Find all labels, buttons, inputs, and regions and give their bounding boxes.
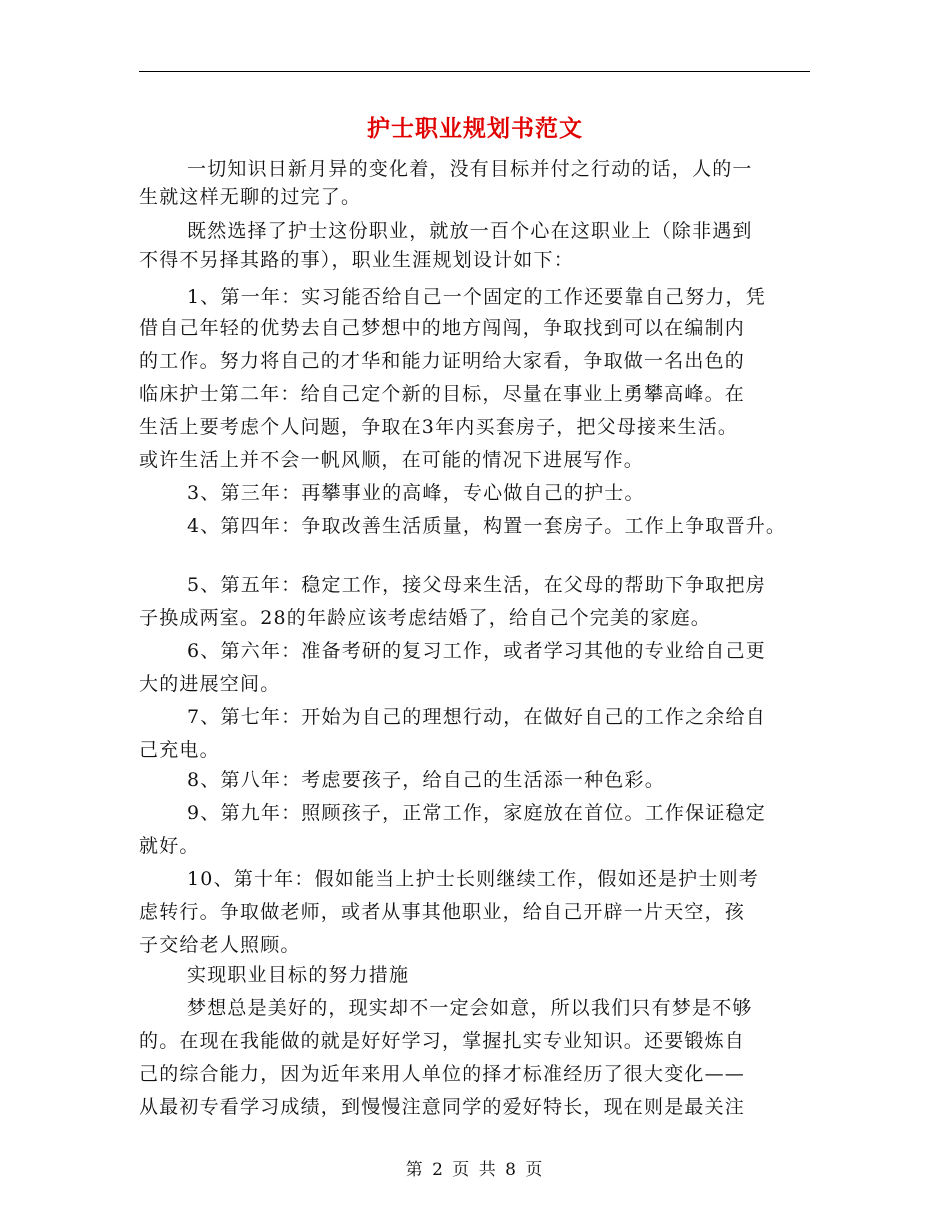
section-heading: 实现职业目标的努力措施	[187, 964, 410, 986]
document-title: 护士职业规划书范文	[367, 115, 583, 142]
paragraph-line: 己的综合能力，因为近年来用人单位的择才标准经历了很大变化——	[139, 1063, 746, 1085]
paragraph-line: 一切知识日新月异的变化着，没有目标并付之行动的话，人的一	[187, 158, 753, 180]
paragraph-line: 大的进展空间。	[139, 673, 281, 695]
paragraph-line: 虑转行。争取做老师，或者从事其他职业，给自己开辟一片天空，孩	[139, 901, 746, 923]
paragraph-line: 生活上要考虑个人问题，争取在3年内买套房子，把父母接来生活。	[139, 416, 739, 438]
page-number: 第 2 页 共 8 页	[405, 1160, 545, 1180]
header-rule	[139, 71, 810, 72]
paragraph-line: 8、第八年：考虑要孩子，给自己的生活添一种色彩。	[187, 769, 665, 791]
paragraph-line: 4、第四年：争取改善生活质量，构置一套房子。工作上争取晋升。	[187, 515, 787, 537]
paragraph-line: 临床护士第二年：给自己定个新的目标，尽量在事业上勇攀高峰。在	[139, 383, 746, 405]
paragraph-line: 借自己年轻的优势去自己梦想中的地方闯闯，争取找到可以在编制内	[139, 317, 746, 339]
paragraph-line: 子换成两室。28的年龄应该考虑结婚了，给自己个完美的家庭。	[139, 607, 711, 629]
paragraph-line: 3、第三年：再攀事业的高峰，专心做自己的护士。	[187, 482, 645, 504]
paragraph-line: 的。在现在我能做的就是好好学习，掌握扎实专业知识。还要锻炼自	[139, 1030, 746, 1052]
paragraph-line: 或许生活上并不会一帆风顺，在可能的情况下进展写作。	[139, 449, 645, 471]
paragraph-line: 的工作。努力将自己的才华和能力证明给大家看，争取做一名出色的	[139, 350, 746, 372]
paragraph-line: 就好。	[139, 835, 200, 857]
paragraph-line: 梦想总是美好的，现实却不一定会如意，所以我们只有梦是不够	[187, 997, 753, 1019]
paragraph-line: 10、第十年：假如能当上护士长则继续工作，假如还是护士则考	[187, 868, 759, 890]
paragraph-line: 6、第六年：准备考研的复习工作，或者学习其他的专业给自己更	[187, 640, 766, 662]
paragraph-line: 7、第七年：开始为自己的理想行动，在做好自己的工作之余给自	[187, 706, 766, 728]
paragraph-line: 己充电。	[139, 739, 220, 761]
paragraph-line: 1、第一年：实习能否给自己一个固定的工作还要靠自己努力，凭	[187, 286, 766, 308]
paragraph-line: 5、第五年：稳定工作，接父母来生活，在父母的帮助下争取把房	[187, 574, 766, 596]
paragraph-line: 不得不另择其路的事），职业生涯规划设计如下：	[139, 249, 574, 271]
paragraph-line: 子交给老人照顾。	[139, 934, 301, 956]
paragraph-line: 从最初专看学习成绩，到慢慢注意同学的爱好特长，现在则是最关注	[139, 1096, 746, 1118]
paragraph-line: 9、第九年：照顾孩子，正常工作，家庭放在首位。工作保证稳定	[187, 802, 766, 824]
paragraph-line: 既然选择了护士这份职业，就放一百个心在这职业上（除非遇到	[187, 220, 753, 242]
paragraph-line: 生就这样无聊的过完了。	[139, 186, 362, 208]
